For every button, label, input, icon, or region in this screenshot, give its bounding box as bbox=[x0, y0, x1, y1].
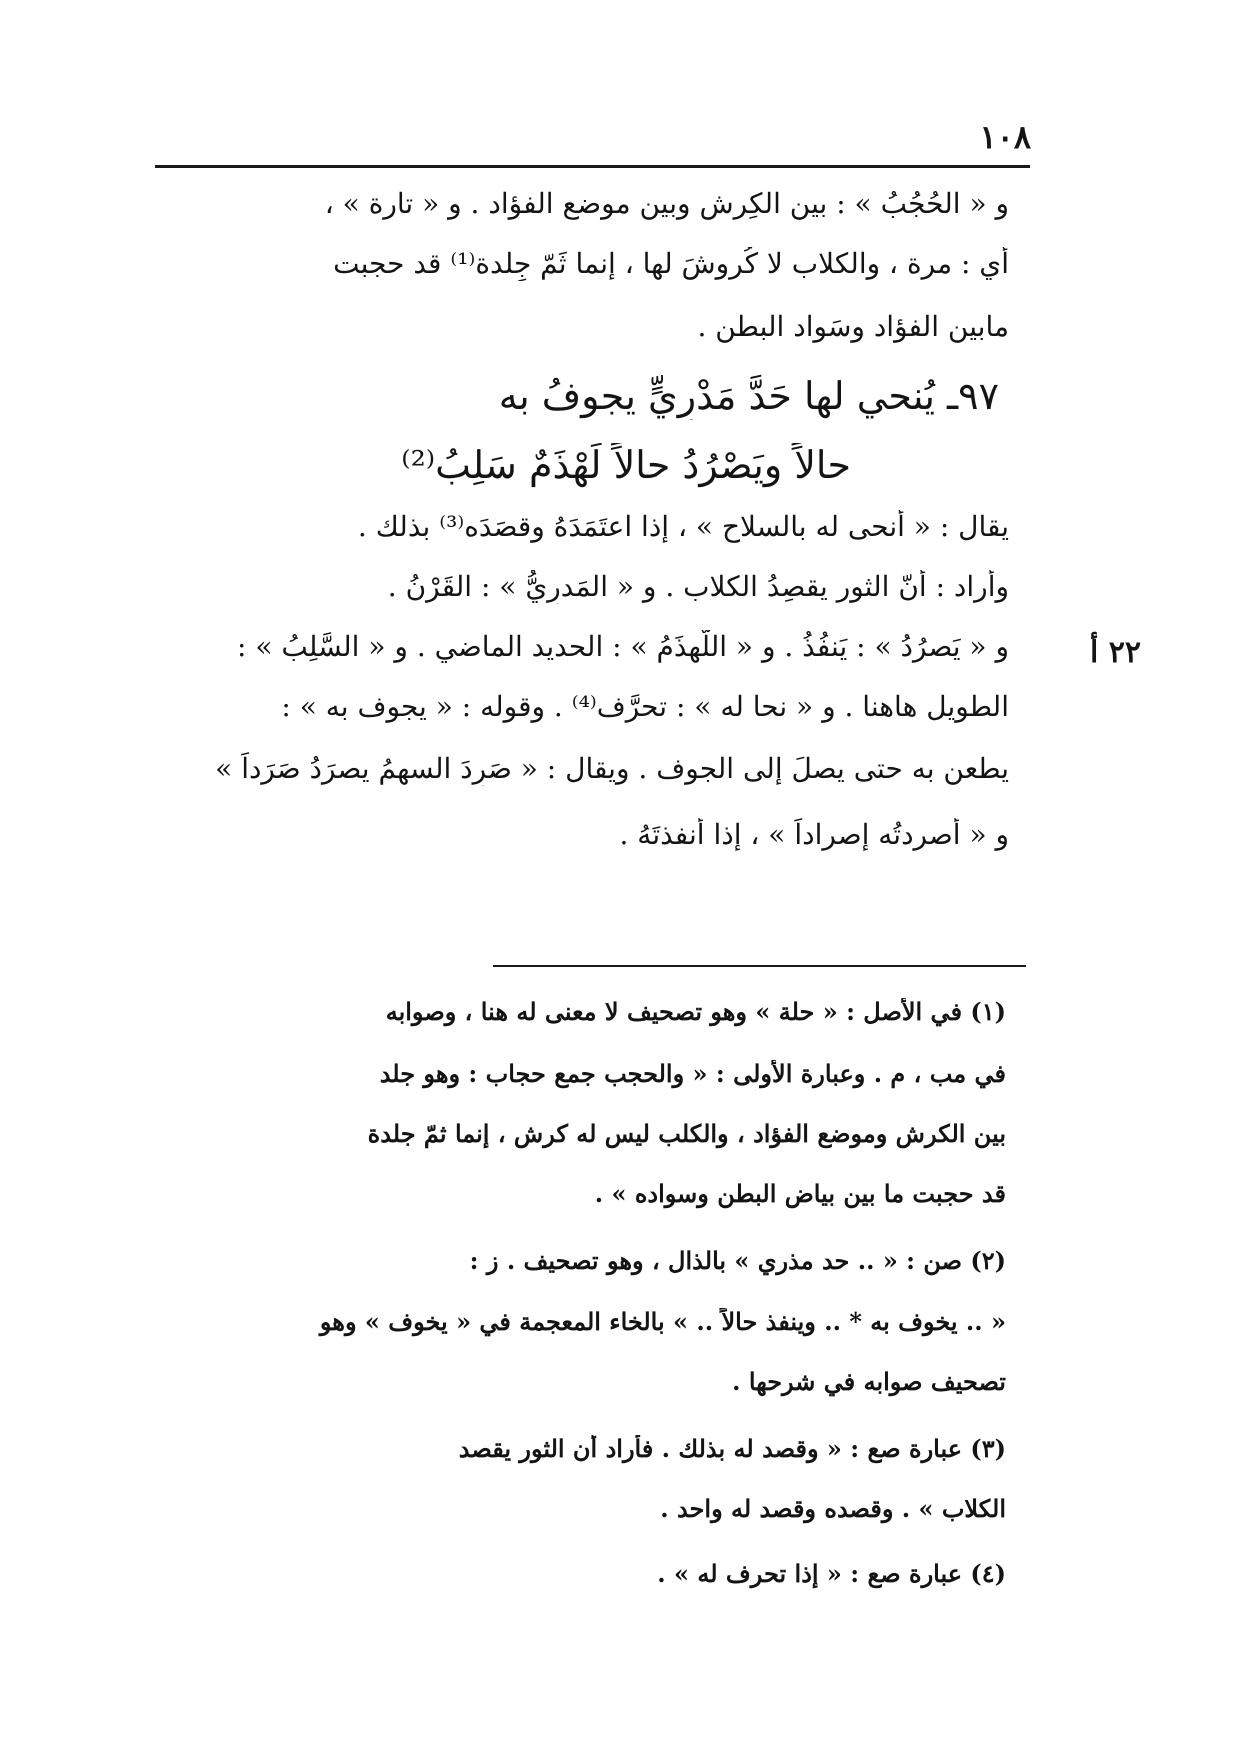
footnote-line: بين الكرش وموضع الفؤاد ، والكلب ليس له كرش ، إنما ثمّ جلدة bbox=[367, 1120, 1006, 1148]
commentary-line: يقال : « أنحى له بالسلاح » ، إذا اعتَمَدَهُ وقصَدَه⁽³⁾ بذلك . bbox=[357, 510, 1009, 543]
page-number: ١٠٨ bbox=[979, 118, 1031, 156]
commentary-line: وأراد : أنّ الثور يقصِدُ الكلاب . و « المَدرِيُّ » : القَرْنُ . bbox=[387, 570, 1009, 603]
footnote-line: في مب ، م . وعبارة الأولى : « والحجب جمع حجاب : وهو جلد bbox=[379, 1060, 1006, 1088]
body-line: أي : مرة ، والكلاب لا كُروشَ لها ، إنما ثَمّ جِلدة⁽¹⁾ قد حجبت bbox=[333, 247, 1009, 280]
footnote-line: (٣) عبارة صع : « وقصد له بذلك . فأراد أن الثور يقصد bbox=[458, 1435, 1006, 1463]
footnote-line: قد حجبت ما بين بياض البطن وسواده » . bbox=[594, 1180, 1006, 1208]
body-line: و « الحُجُبُ » : بين الكِرش وبين موضع الفؤاد . و « تارة » ، bbox=[324, 187, 1009, 220]
footnote-line: (٢) صن : « .. حد مذري » بالذال ، وهو تصحيف . ز : bbox=[469, 1247, 1006, 1275]
footnote-line: (١) في الأصل : « حلة » وهو تصحيف لا معنى له هنا ، وصوابه bbox=[385, 998, 1006, 1026]
commentary-line: و « يَصرُدُ » : يَنفُذُ . و « اللَّهذَمُ » : الحديد الماضي . و « السَّلِبُ » : bbox=[237, 630, 1009, 663]
commentary-line: يطعن به حتى يصلَ إلى الجوف . ويقال : « صَرِدَ السهمُ يصرَدُ صَرَداً » bbox=[215, 752, 1009, 785]
commentary-line: الطويل هاهنا . و « نحا له » : تحرَّف⁽⁴⁾ . وقوله : « يجوف به » : bbox=[281, 690, 1009, 723]
verse-line-2: حالاً ويَصْرُدُ حالاً لَهْذَمٌ سَلِبُ⁽²⁾ bbox=[401, 443, 851, 487]
commentary-line: و « أصردتُه إصراداً » ، إذا أنفذتَهُ . bbox=[619, 818, 1009, 851]
footnote-line: (٤) عبارة صع : « إذا تحرف له » . bbox=[657, 1560, 1006, 1588]
margin-reference: ٢٢ أ bbox=[1089, 635, 1141, 670]
body-line: مابين الفؤاد وسَواد البطن . bbox=[697, 310, 1009, 343]
verse-line-1: ٩٧ـ يُنحي لها حَدَّ مَدْرِيٍّ يجوفُ به bbox=[498, 374, 999, 418]
footnote-line: « .. يخوف به * .. وينفذ حالاً .. » بالخاء المعجمة في « يخوف » وهو bbox=[319, 1308, 1006, 1336]
footnote-line: تصحيف صوابه في شرحها . bbox=[732, 1368, 1006, 1396]
footnote-line: الكلاب » . وقصده وقصد له واحد . bbox=[660, 1495, 1006, 1523]
footnote-rule bbox=[493, 965, 1026, 967]
header-rule bbox=[155, 165, 1030, 168]
